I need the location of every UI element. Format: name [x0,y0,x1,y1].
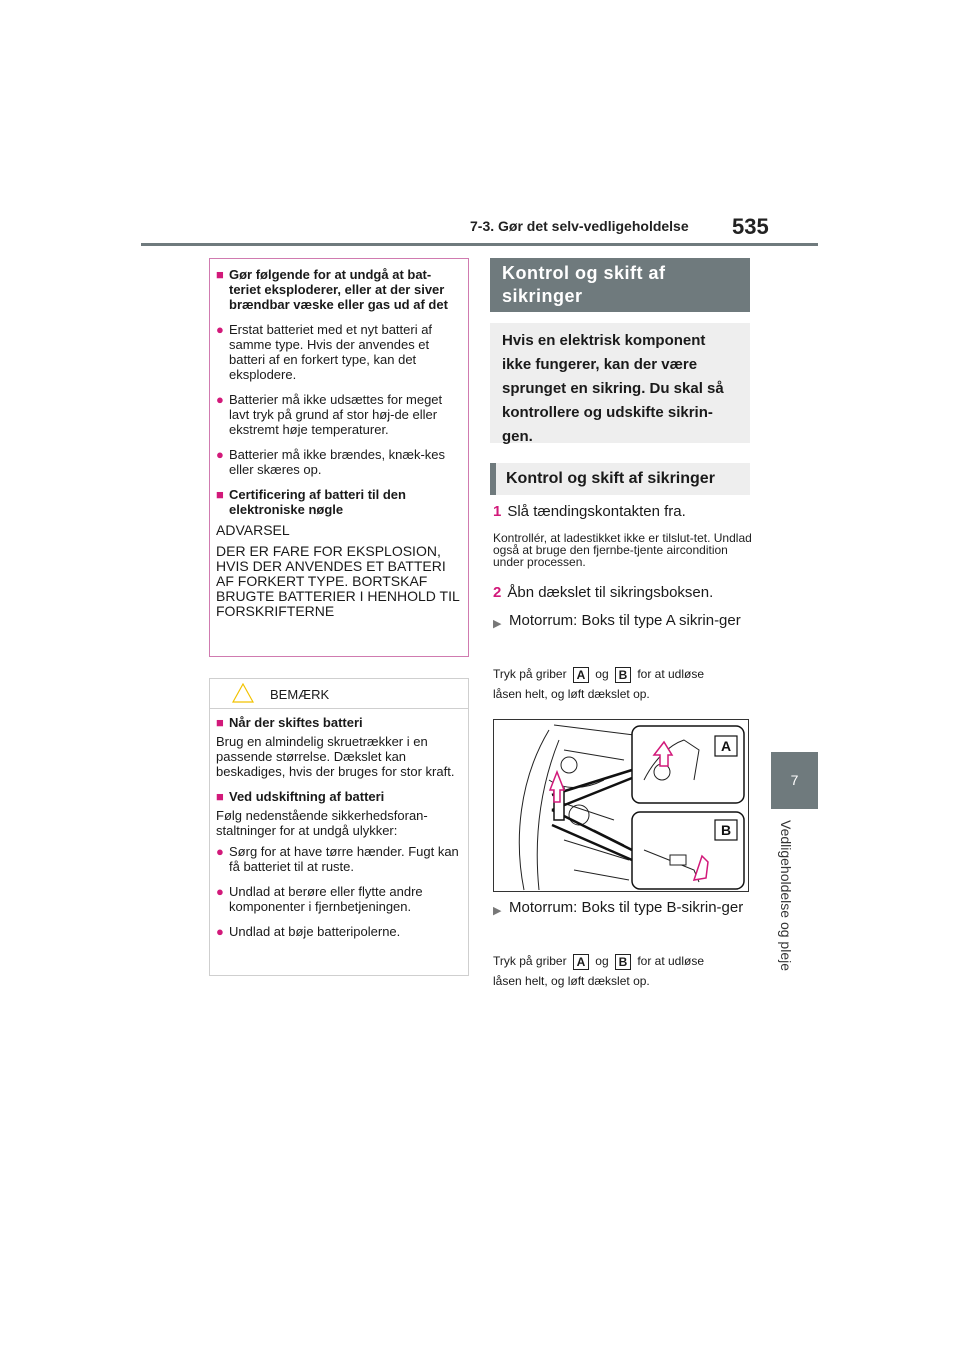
dot-bullet-icon: ● [216,322,224,337]
step-number: 1 [493,503,502,520]
square-bullet-icon: ■ [216,715,224,730]
notice-bullet: ● Undlad at berøre eller flytte andre komponenter i fjernbetjeningen. [216,884,423,914]
warning-bullet: ● Batterier må ikke udsættes for meget lavt tryk på grund af stor høj-de eller ekstremt høje temperaturer. [216,392,443,437]
dot-bullet-icon: ● [216,447,224,462]
subsection-title: Kontrol og skift af sikringer [490,463,750,495]
header-rule [141,243,818,246]
section-title: Kontrol og skift af sikringer [490,258,750,312]
notice-box [209,678,469,976]
warning-caps-text: DER ER FARE FOR EKSPLOSION, HVIS DER ANVENDES ET BATTERI AF FORKERT TYPE. BORTSKAF BRUGTE BATTERIER I HENHOLD TIL FORSKRIFTERNE [216,543,460,619]
warning-heading-1: ■ Gør følgende for at undgå at bat-teriet eksploderer, eller at der siver brændbar væske eller gas ud af det [216,267,448,312]
grip-instruction-b: Tryk på griber A og B for at udløse låsen helt, og løft dækslet op. [493,954,705,988]
label-box-a: A [573,954,589,970]
warning-heading-2: ■ Certificering af batteri til den elektroniske nøgle [216,487,406,517]
warning-bullet: ● Erstat batteriet med et nyt batteri af samme type. Hvis der anvendes et batteri af en forkert type, kan det eksplodere. [216,322,433,382]
triangle-bullet-icon: ▶ [493,618,502,630]
step-2: 2 Åbn dækslet til sikringsboksen. [493,584,714,601]
notice-heading-1: ■ Når der skiftes batteri [216,715,363,730]
square-bullet-icon: ■ [216,267,224,282]
warning-box [209,258,469,657]
square-bullet-icon: ■ [216,789,224,804]
step-1-note: Kontrollér, at ladestikket ikke er tilslut-tet. Undlad også at bruge den fjernbe-tjente aircondition under processen. [493,531,752,569]
notice-header [210,679,468,709]
step-1: 1 Slå tændingskontakten fra. [493,503,686,520]
fuse-box-illustration [493,719,749,892]
label-box-b: B [615,667,631,683]
square-bullet-icon: ■ [216,487,224,502]
header-title: 7-3. Gør det selv-vedligeholdelse [470,218,689,234]
chapter-tab: 7 [771,752,818,809]
label-box-a: A [573,667,589,683]
notice-heading-2: ■ Ved udskiftning af batteri [216,789,385,804]
notice-bullet: ● Sørg for at have tørre hænder. Fugt kan få batteriet til at ruste. [216,844,459,874]
triangle-bullet-icon: ▶ [493,905,502,917]
intro-text: Hvis en elektrisk komponent ikke fungerer, kan der være sprunget en sikring. Du skal så kontrollere og udskifte sikrin-gen. [490,323,750,443]
chapter-side-title: Vedligeholdelse og pleje [778,820,794,972]
type-a-item: ▶ Motorrum: Boks til type A sikrin-ger [493,610,753,635]
dot-bullet-icon: ● [216,884,224,899]
notice-text-2: Følg nedenstående sikkerhedsforan-staltninger for at undgå ulykker: [216,808,428,838]
step-number: 2 [493,584,502,601]
inset-label-a: A [720,738,732,754]
inset-label-b: B [720,822,732,838]
dot-bullet-icon: ● [216,392,224,407]
caution-triangle-icon [232,683,254,703]
dot-bullet-icon: ● [216,924,224,939]
engine-bay-drawing [494,720,748,891]
type-b-item: ▶ Motorrum: Boks til type B-sikrin-ger [493,897,753,922]
warning-bullet: ● Batterier må ikke brændes, knæk-kes eller skæres op. [216,447,446,477]
label-box-b: B [615,954,631,970]
advarsel-label: ADVARSEL [216,522,290,538]
grip-instruction-a: Tryk på griber A og B for at udløse låsen helt, og løft dækslet op. [493,667,705,701]
notice-label: BEMÆRK [270,687,330,702]
notice-text-1: Brug en almindelig skruetrækker i en passende størrelse. Dækslet kan beskadiges, hvis der bruges for stor kraft. [216,734,455,779]
dot-bullet-icon: ● [216,844,224,859]
page-number: 535 [732,214,769,239]
notice-bullet: ● Undlad at bøje batteripolerne. [216,924,401,939]
